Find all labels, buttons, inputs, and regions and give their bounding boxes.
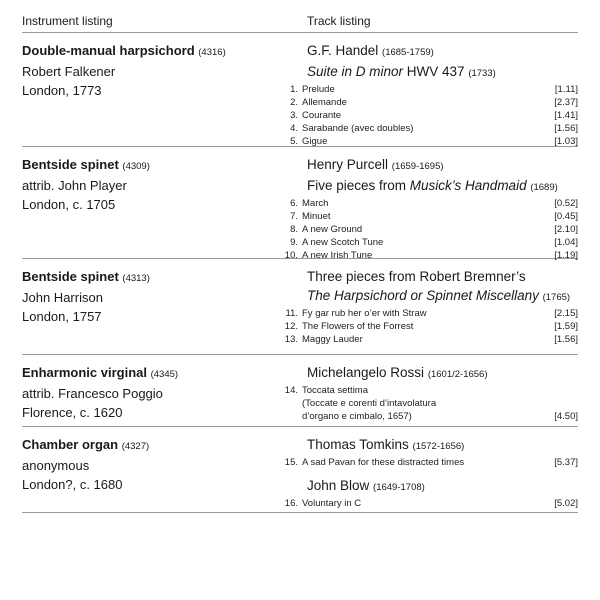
works-column <box>283 267 578 354</box>
track-title <box>302 96 554 109</box>
track-title-line: March <box>302 198 329 209</box>
instrument-detail-line: attrib. John Player <box>22 178 127 193</box>
track-list <box>283 83 578 148</box>
track-title-line: Sarabande (avec doubles) <box>302 123 414 134</box>
works-column <box>283 363 578 426</box>
work <box>283 41 578 148</box>
track-title <box>302 109 554 122</box>
track-row <box>283 307 578 320</box>
heading-segment: The Harpsichord or Spinnet Miscellany <box>307 288 543 303</box>
work-heading-line <box>283 155 578 176</box>
section <box>22 32 578 146</box>
track-title <box>302 236 554 249</box>
instrument-catalog-number: (4313) <box>122 273 150 284</box>
track-list <box>283 384 578 423</box>
track-number: 6. <box>290 198 298 209</box>
instrument-catalog-number: (4345) <box>150 369 179 380</box>
work-heading-line <box>283 476 578 497</box>
track-number: 15. <box>284 457 298 468</box>
heading-segment: Five pieces from <box>307 178 410 193</box>
track-title-line: Gigue <box>302 136 328 147</box>
instrument-detail-line: Florence, c. 1620 <box>22 405 123 420</box>
track-duration: [1.56] <box>554 334 578 345</box>
instrument-detail-line: London?, c. 1680 <box>22 477 123 492</box>
track-number: 1. <box>290 84 298 95</box>
work-heading-line <box>283 267 578 286</box>
heading-segment: (1765) <box>542 292 571 303</box>
track-title-line: Prelude <box>302 84 335 95</box>
track-duration: [1.11] <box>554 84 578 95</box>
track-number: 12. <box>284 321 298 332</box>
track-number: 13. <box>284 334 298 345</box>
track-title <box>302 333 554 346</box>
track-title <box>302 497 554 510</box>
track-row <box>283 249 578 262</box>
track-title-line: d’organo e cimbalo, 1657) <box>302 411 412 422</box>
work <box>283 363 578 423</box>
heading-segment: Suite in D minor <box>307 64 404 79</box>
track-row <box>283 197 578 210</box>
track-duration: [1.03] <box>554 136 578 147</box>
track-title-line: The Flowers of the Forrest <box>302 321 414 332</box>
track-title <box>302 83 555 96</box>
section <box>22 426 578 513</box>
track-duration: [1.59] <box>554 321 578 332</box>
instrument-name-line <box>22 363 283 384</box>
heading-segment: John Blow <box>307 478 374 493</box>
instrument-catalog-number: (4316) <box>198 47 226 58</box>
instrument-listing-header: Instrument listing <box>22 14 113 28</box>
heading-segment: Michelangelo Rossi <box>307 365 428 380</box>
instrument-column <box>22 41 283 146</box>
track-duration: [5.02] <box>554 498 578 509</box>
track-duration: [1.56] <box>554 123 578 134</box>
track-title-line: Voluntary in C <box>302 498 362 509</box>
instrument-name: Bentside spinet <box>22 157 119 172</box>
instrument-detail-line: Robert Falkener <box>22 64 116 79</box>
instrument-column <box>22 267 283 354</box>
page-content <box>22 0 578 513</box>
track-duration: [2.15] <box>554 308 578 319</box>
track-row <box>283 320 578 333</box>
instrument-detail-line: John Harrison <box>22 290 103 305</box>
heading-segment: G.F. Handel <box>307 43 383 58</box>
track-title <box>302 223 554 236</box>
heading-segment: Three pieces from Robert Bremner’s <box>307 269 526 284</box>
track-row <box>283 236 578 249</box>
column-headers <box>22 0 578 32</box>
heading-segment: Musick’s Handmaid <box>409 178 531 193</box>
track-list <box>283 197 578 262</box>
track-title <box>302 122 554 135</box>
work-heading-line <box>283 286 578 307</box>
instrument-catalog-number: (4327) <box>121 441 150 452</box>
track-list <box>283 456 578 469</box>
track-title-line: Fy gar rub her o’er with Straw <box>302 308 427 319</box>
track-duration: [5.37] <box>554 457 578 468</box>
track-listing-header: Track listing <box>307 14 371 28</box>
track-duration: [2.37] <box>554 97 578 108</box>
instrument-catalog-number: (4309) <box>122 161 150 172</box>
instrument-name: Chamber organ <box>22 437 119 452</box>
track-title-line: A new Ground <box>302 224 363 235</box>
track-duration: [1.41] <box>554 110 578 121</box>
track-number: 3. <box>290 110 298 121</box>
track-number: 7. <box>290 211 298 222</box>
work-heading-line <box>283 176 578 197</box>
instrument-detail-line: London, 1773 <box>22 83 102 98</box>
work-heading-line <box>283 363 578 384</box>
works-column <box>283 155 578 261</box>
track-row <box>283 333 578 346</box>
track-title <box>302 197 554 210</box>
track-duration: [0.52] <box>554 198 578 209</box>
heading-segment: (1649-1708) <box>373 482 425 493</box>
section <box>22 258 578 354</box>
track-row <box>283 122 578 135</box>
instrument-name-line <box>22 435 283 456</box>
track-row <box>283 109 578 122</box>
track-row <box>283 497 578 510</box>
track-row <box>283 210 578 223</box>
track-number: 10. <box>284 250 298 261</box>
instrument-column <box>22 363 283 426</box>
track-row <box>283 223 578 236</box>
instrument-detail-line: London, 1757 <box>22 309 102 324</box>
track-duration: [0.45] <box>554 211 578 222</box>
track-row <box>283 96 578 109</box>
instrument-detail-line: anonymous <box>22 458 90 473</box>
works-column <box>283 435 578 512</box>
track-number: 9. <box>290 237 298 248</box>
heading-segment: (1685-1759) <box>382 47 434 58</box>
heading-segment: (1601/2-1656) <box>427 369 488 380</box>
heading-segment: (1689) <box>530 182 558 193</box>
section <box>22 146 578 261</box>
track-title-line: Minuet <box>302 211 331 222</box>
track-row <box>283 384 578 423</box>
instrument-name: Bentside spinet <box>22 269 119 284</box>
work-heading-line <box>283 41 578 62</box>
track-list <box>283 497 578 510</box>
track-number: 8. <box>290 224 298 235</box>
work-heading-line <box>283 435 578 456</box>
track-title <box>302 249 554 262</box>
track-number: 11. <box>285 308 298 319</box>
heading-segment: (1733) <box>468 68 496 79</box>
heading-segment: (1659-1695) <box>391 161 444 172</box>
instrument-column <box>22 435 283 512</box>
track-title-line: A sad Pavan for these distracted times <box>302 457 465 468</box>
track-title <box>302 384 554 423</box>
track-duration: [1.04] <box>554 237 578 248</box>
instrument-column <box>22 155 283 258</box>
track-title-line: Allemande <box>302 97 347 108</box>
track-number: 14. <box>284 385 298 396</box>
track-title-line: Courante <box>302 110 342 121</box>
track-number: 2. <box>290 97 298 108</box>
track-title <box>302 210 554 223</box>
track-title <box>302 135 554 148</box>
instrument-name-line <box>22 41 283 62</box>
track-duration: [4.50] <box>554 411 578 422</box>
instrument-name: Enharmonic virginal <box>22 365 147 380</box>
section <box>22 354 578 426</box>
track-row <box>283 456 578 469</box>
track-title-line: A new Scotch Tune <box>302 237 384 248</box>
heading-segment: HWV 437 <box>403 64 469 79</box>
track-title-line: Maggy Lauder <box>302 334 363 345</box>
track-title <box>302 307 554 320</box>
heading-segment: Thomas Tomkins <box>307 437 413 452</box>
work <box>283 155 578 262</box>
track-title-line: Toccata settima <box>302 385 368 396</box>
track-title-line: A new Irish Tune <box>302 250 373 261</box>
track-duration: [1.19] <box>554 250 578 261</box>
heading-segment: Henry Purcell <box>307 157 392 172</box>
instrument-detail-line: London, c. 1705 <box>22 197 116 212</box>
track-number: 4. <box>290 123 298 134</box>
track-title <box>302 320 554 333</box>
sections-container <box>22 32 578 513</box>
work <box>283 476 578 510</box>
instrument-name-line <box>22 155 283 176</box>
instrument-detail-line: attrib. Francesco Poggio <box>22 386 163 401</box>
works-column <box>283 41 578 146</box>
track-list <box>283 307 578 346</box>
work <box>283 435 578 469</box>
track-row <box>283 83 578 96</box>
track-row <box>283 135 578 148</box>
track-duration: [2.10] <box>554 224 578 235</box>
track-title-line: (Toccate e corenti d’intavolatura <box>302 398 437 409</box>
track-title <box>302 456 554 469</box>
track-number: 16. <box>284 498 298 509</box>
work-heading-line <box>283 62 578 83</box>
work <box>283 267 578 346</box>
instrument-name: Double-manual harpsichord <box>22 43 195 58</box>
instrument-name-line <box>22 267 283 288</box>
track-number: 5. <box>290 136 298 147</box>
heading-segment: (1572-1656) <box>412 441 465 452</box>
